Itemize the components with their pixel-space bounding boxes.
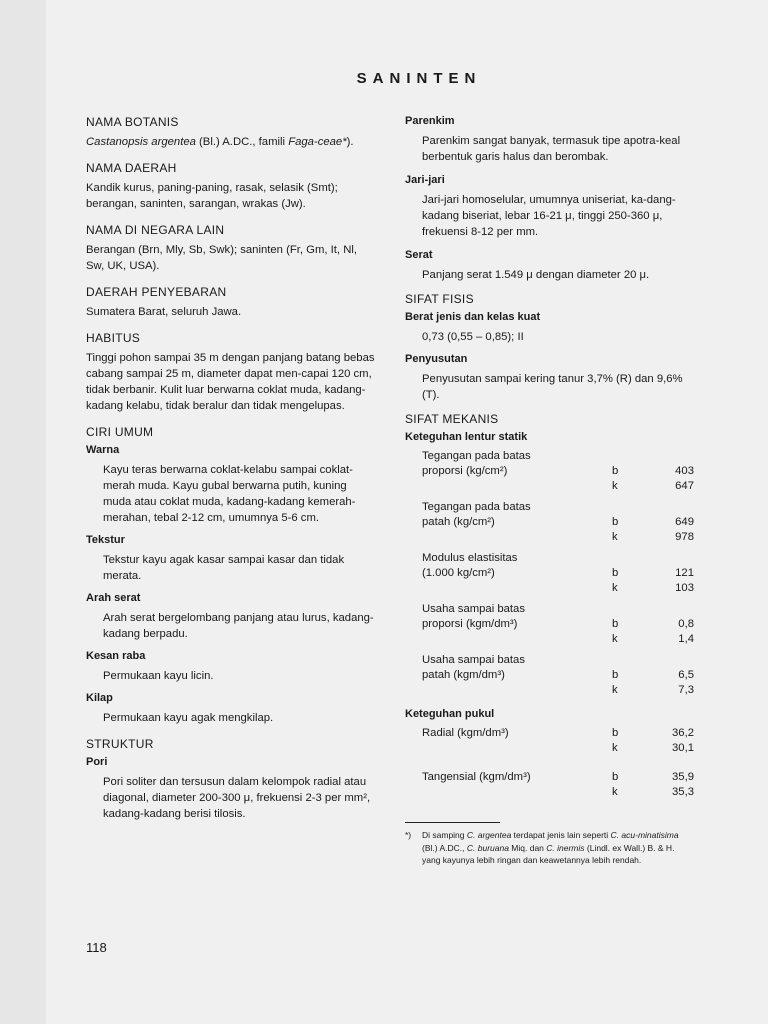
serat-text: Panjang serat 1.549 μ dengan diameter 20 μ. bbox=[422, 269, 650, 281]
heading-arah-serat: Arah serat bbox=[86, 592, 141, 604]
symbol-b: b bbox=[612, 669, 619, 681]
heading-sifat-mekanis: SIFAT MEKANIS bbox=[405, 412, 499, 426]
row-label-unit: patah (kgm/dm³) bbox=[422, 669, 505, 681]
arah-serat-text: Arah serat bergelombang panjang atau lurus, kadang-kadang berpadu. bbox=[103, 612, 374, 640]
symbol-b: b bbox=[612, 465, 619, 477]
page-edge bbox=[0, 0, 46, 1024]
row-label: Radial (kgm/dm³) bbox=[422, 727, 509, 739]
page-number: 118 bbox=[86, 940, 107, 955]
symbol-k: k bbox=[612, 531, 618, 543]
value-k: 647 bbox=[675, 480, 694, 492]
row-label: Tegangan pada batas bbox=[422, 450, 531, 462]
value-b: 35,9 bbox=[672, 771, 694, 783]
heading-struktur: STRUKTUR bbox=[86, 737, 154, 751]
berat-jenis-text: 0,73 (0,55 – 0,85); II bbox=[422, 331, 524, 343]
symbol-k: k bbox=[612, 684, 618, 696]
parenkim-text: Parenkim sangat banyak, termasuk tipe apotra-keal berbentuk garis halus dan berombak. bbox=[422, 135, 681, 163]
tekstur-text: Tekstur kayu agak kasar sampai kasar dan tidak merata. bbox=[103, 554, 345, 582]
value-k: 30,1 bbox=[672, 742, 694, 754]
symbol-b: b bbox=[612, 771, 619, 783]
heading-lentur-statik: Keteguhan lentur statik bbox=[405, 431, 528, 443]
heading-nama-negara: NAMA DI NEGARA LAIN bbox=[86, 223, 225, 237]
section-nama-daerah bbox=[86, 161, 376, 212]
section-jari-jari bbox=[405, 174, 695, 240]
section-parenkim bbox=[405, 115, 695, 165]
section-sifat-fisis bbox=[405, 292, 695, 403]
symbol-k: k bbox=[612, 742, 618, 754]
section-penyebaran bbox=[86, 285, 376, 320]
row-label: Modulus elastisitas bbox=[422, 552, 518, 564]
value-b: 36,2 bbox=[672, 727, 694, 739]
value-k: 1,4 bbox=[678, 633, 694, 645]
nama-daerah-text: Kandik kurus, paning-paning, rasak, selasik (Smt); berangan, saninten, sarangan, wrakas (Jw). bbox=[86, 182, 338, 210]
symbol-k: k bbox=[612, 633, 618, 645]
symbol-b: b bbox=[612, 567, 619, 579]
footnote bbox=[405, 829, 695, 867]
section-serat bbox=[405, 249, 695, 283]
heading-nama-daerah: NAMA DAERAH bbox=[86, 161, 177, 175]
kesan-raba-text: Permukaan kayu licin. bbox=[103, 670, 214, 682]
row-label-unit: patah (kg/cm²) bbox=[422, 516, 495, 528]
table-row bbox=[405, 770, 695, 800]
footnote-mark: *) bbox=[405, 830, 412, 840]
heading-penyebaran: DAERAH PENYEBARAN bbox=[86, 285, 227, 299]
value-k: 103 bbox=[675, 582, 694, 594]
page-title: SANINTEN bbox=[356, 70, 482, 87]
symbol-b: b bbox=[612, 618, 619, 630]
right-column bbox=[405, 115, 695, 867]
section-nama-negara bbox=[86, 223, 376, 274]
row-label: Usaha sampai batas bbox=[422, 654, 525, 666]
table-row bbox=[405, 500, 695, 545]
value-b: 6,5 bbox=[678, 669, 694, 681]
heading-warna: Warna bbox=[86, 444, 120, 456]
family-name: Faga-ceae* bbox=[288, 136, 347, 148]
pori-text: Pori soliter dan tersusun dalam kelompok radial atau diagonal, diameter 200-300 μ, frekuensi 2-3 per mm², kadang-kadang berisi tilosis. bbox=[103, 776, 371, 820]
row-label: Usaha sampai batas bbox=[422, 603, 525, 615]
row-label-unit: proporsi (kg/cm²) bbox=[422, 465, 508, 477]
value-k: 978 bbox=[675, 531, 694, 543]
symbol-k: k bbox=[612, 786, 618, 798]
habitus-text: Tinggi pohon sampai 35 m dengan panjang batang bebas cabang sampai 25 m, diameter dapat men-capai 120 cm, tidak berbanir. Kulit luar berwarna coklat muda, kadang-kadang kelabu, tidak beralur dan tidak mengelupas. bbox=[86, 352, 375, 412]
heading-keteguhan-pukul: Keteguhan pukul bbox=[405, 708, 495, 720]
symbol-k: k bbox=[612, 582, 618, 594]
value-b: 121 bbox=[675, 567, 694, 579]
heading-serat: Serat bbox=[405, 249, 433, 261]
heading-penyusutan: Penyusutan bbox=[405, 353, 468, 365]
botanical-name-text bbox=[86, 134, 376, 150]
section-habitus bbox=[86, 331, 376, 414]
heading-nama-botanis: NAMA BOTANIS bbox=[86, 115, 179, 129]
symbol-k: k bbox=[612, 480, 618, 492]
value-k: 35,3 bbox=[672, 786, 694, 798]
heading-kesan-raba: Kesan raba bbox=[86, 650, 146, 662]
species-authority: (Bl.) A.DC., famili bbox=[195, 136, 289, 148]
table-row bbox=[405, 653, 695, 698]
section-ciri-umum bbox=[86, 425, 376, 726]
row-label-unit: proporsi (kgm/dm³) bbox=[422, 618, 518, 630]
heading-jari-jari: Jari-jari bbox=[405, 174, 445, 186]
heading-tekstur: Tekstur bbox=[86, 534, 125, 546]
footnote-divider bbox=[405, 822, 500, 823]
table-row bbox=[405, 602, 695, 647]
section-nama-botanis bbox=[86, 115, 376, 150]
table-row bbox=[405, 449, 695, 494]
row-label: Tegangan pada batas bbox=[422, 501, 531, 513]
symbol-b: b bbox=[612, 727, 619, 739]
heading-sifat-fisis: SIFAT FISIS bbox=[405, 292, 474, 306]
footnote-text: Di samping C. argentea terdapat jenis lain seperti C. acu-minatisima (Bl.) A.DC., C. buruana Miq. dan C. inermis (Lindl. ex Wall.) B. & H. yang kayunya lebih ringan dan keawetannya lebih rendah. bbox=[422, 830, 679, 865]
kilap-text: Permukaan kayu agak mengkilap. bbox=[103, 712, 274, 724]
value-b: 0,8 bbox=[678, 618, 694, 630]
table-row bbox=[405, 551, 695, 596]
warna-text: Kayu teras berwarna coklat-kelabu sampai coklat-merah muda. Kayu gubal berwarna putih, kuning muda atau coklat muda, kadang-kadang kemerah-merahan, tebal 2-12 cm, umumnya 5-6 cm. bbox=[103, 464, 356, 524]
heading-habitus: HABITUS bbox=[86, 331, 141, 345]
row-label: Tangensial (kgm/dm³) bbox=[422, 771, 531, 783]
value-b: 649 bbox=[675, 516, 694, 528]
heading-kilap: Kilap bbox=[86, 692, 113, 704]
left-column bbox=[86, 115, 376, 833]
table-row bbox=[405, 726, 695, 756]
nama-negara-text: Berangan (Brn, Mly, Sb, Swk); saninten (Fr, Gm, It, Nl, Sw, UK, USA). bbox=[86, 244, 357, 272]
row-label-unit: (1.000 kg/cm²) bbox=[422, 567, 495, 579]
section-struktur bbox=[86, 737, 376, 822]
penyusutan-text: Penyusutan sampai kering tanur 3,7% (R) dan 9,6% (T). bbox=[422, 373, 683, 401]
heading-pori: Pori bbox=[86, 756, 108, 768]
value-k: 7,3 bbox=[678, 684, 694, 696]
botanical-end: ). bbox=[346, 136, 354, 148]
penyebaran-text: Sumatera Barat, seluruh Jawa. bbox=[86, 306, 242, 318]
section-sifat-mekanis bbox=[405, 412, 695, 800]
value-b: 403 bbox=[675, 465, 694, 477]
heading-parenkim: Parenkim bbox=[405, 115, 455, 127]
jari-jari-text: Jari-jari homoselular, umumnya uniseriat, ka-dang-kadang biseriat, lebar 16-21 μ, tinggi 250-360 μ, frekuensi 8-12 per mm. bbox=[422, 194, 676, 238]
heading-berat-jenis: Berat jenis dan kelas kuat bbox=[405, 311, 541, 323]
species-name: Castanopsis argentea bbox=[86, 136, 196, 148]
heading-ciri-umum: CIRI UMUM bbox=[86, 425, 154, 439]
symbol-b: b bbox=[612, 516, 619, 528]
